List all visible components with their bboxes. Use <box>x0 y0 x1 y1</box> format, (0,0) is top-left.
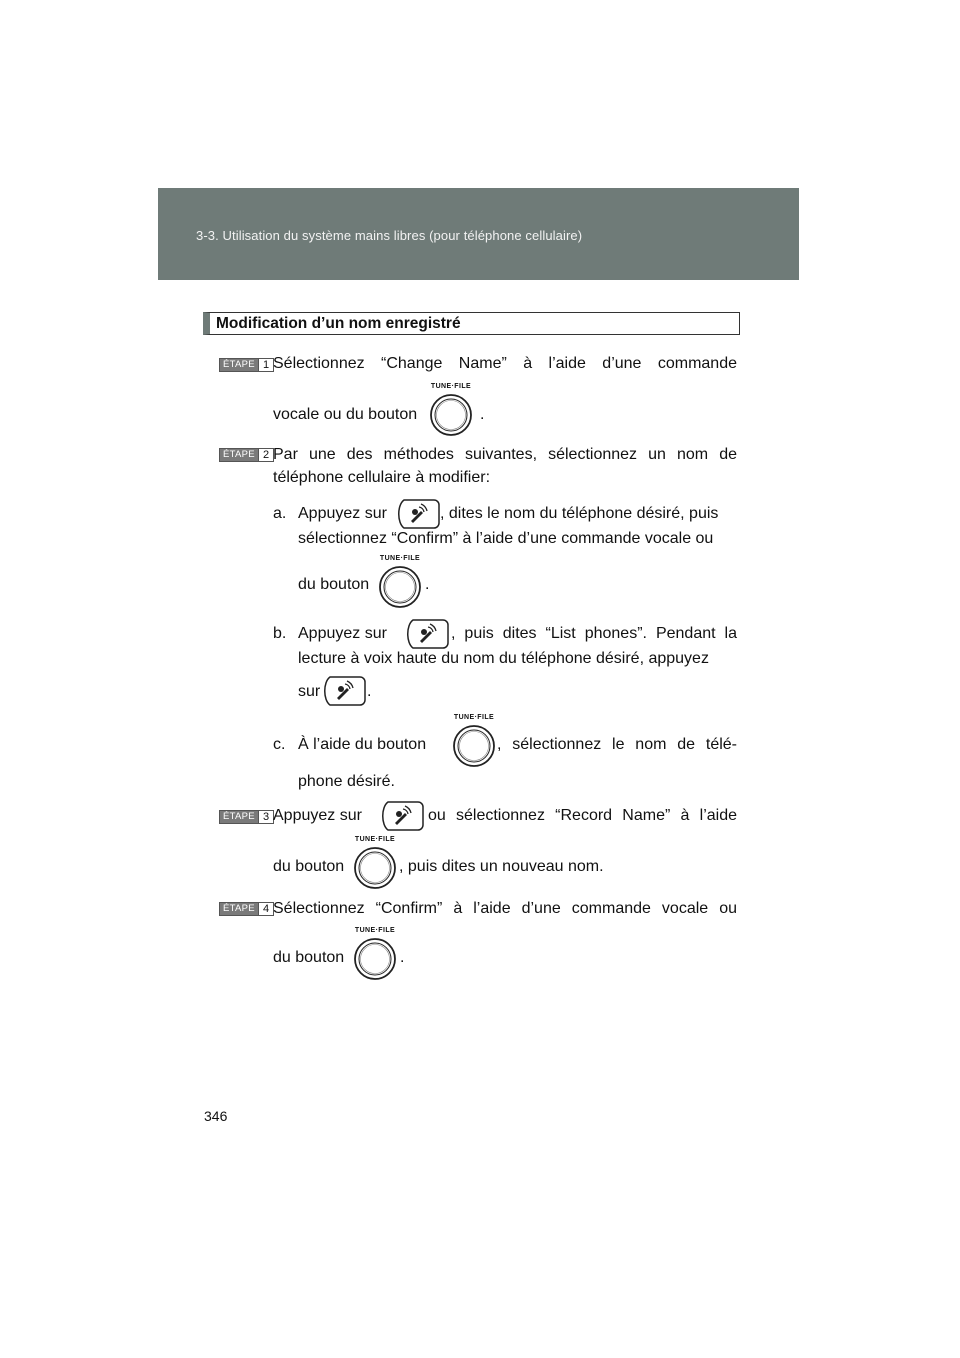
step-badge-number: 3 <box>258 811 273 823</box>
step-badge-number: 4 <box>258 903 273 915</box>
step-2-line-1: Par une des méthodes suivantes, sélectionnez un nom de <box>273 446 737 463</box>
option-a-text-after: , dites le nom du téléphone désiré, puis <box>440 505 719 522</box>
option-a-line-3-after: . <box>425 576 430 593</box>
option-b-line-3-before: sur <box>298 683 321 700</box>
knob-label: TUNE·FILE <box>453 714 495 721</box>
step-badge-number: 1 <box>258 359 273 371</box>
option-b-prefix: b. <box>273 625 287 642</box>
knob-label: TUNE·FILE <box>354 836 396 843</box>
option-b-line-2: lecture à voix haute du nom du téléphone désiré, appuyez <box>298 650 709 667</box>
breadcrumb: 3-3. Utilisation du système mains libres (pour téléphone cellulaire) <box>196 228 583 243</box>
step-1-text-before: vocale ou du bouton <box>273 406 418 423</box>
step-1-line-1: Sélectionnez “Change Name” à l’aide d’une commande <box>273 355 737 372</box>
page-number: 346 <box>204 1108 228 1124</box>
chapter-header <box>158 188 799 280</box>
option-a-text-before: Appuyez sur <box>298 505 387 522</box>
talk-switch-icon <box>403 619 449 649</box>
tune-file-knob-icon <box>452 714 496 772</box>
tune-file-knob-icon <box>353 836 397 894</box>
option-c-text-before: À l’aide du bouton <box>298 736 427 753</box>
section-title: Modification d’un nom enregistré <box>203 312 740 335</box>
step-1-line-2 <box>273 403 417 427</box>
talk-switch-icon <box>378 801 424 831</box>
step-badge-label: ÉTAPE <box>220 811 258 823</box>
option-a-line-2: sélectionnez “Confirm” à l’aide d’une commande vocale ou <box>298 530 714 547</box>
knob-label: TUNE·FILE <box>354 927 396 934</box>
tune-file-knob-icon <box>353 927 397 985</box>
option-a-line-3-before: du bouton <box>298 576 370 593</box>
step-4-line-1: Sélectionnez “Confirm” à l’aide d’une commande vocale ou <box>273 900 737 917</box>
tune-file-knob-icon <box>429 383 473 441</box>
option-c-prefix: c. <box>273 736 286 753</box>
knob-label: TUNE·FILE <box>379 555 421 562</box>
knob-label: TUNE·FILE <box>430 383 472 390</box>
option-b-line-3-after: . <box>367 683 372 700</box>
step-2-line-2: téléphone cellulaire à modifier: <box>273 469 491 486</box>
step-badge-number: 2 <box>258 449 273 461</box>
step-badge-1 <box>219 358 274 372</box>
talk-switch-icon <box>394 499 440 529</box>
step-badge-2 <box>219 448 274 462</box>
step-3-line-2-after: , puis dites un nouveau nom. <box>399 858 604 875</box>
step-3-text-after: ou sélectionnez “Record Name” à l’aide <box>428 807 737 824</box>
step-badge-4 <box>219 902 274 916</box>
option-b-text-before: Appuyez sur <box>298 625 387 642</box>
option-b-text-after: , puis dites “List phones”. Pendant la <box>451 625 737 642</box>
tune-file-knob-icon <box>378 555 422 613</box>
step-badge-label: ÉTAPE <box>220 903 258 915</box>
option-a-prefix: a. <box>273 505 287 522</box>
talk-switch-icon <box>320 676 366 706</box>
step-4-line-2-after: . <box>400 949 405 966</box>
step-badge-label: ÉTAPE <box>220 359 258 371</box>
step-1-text-after: . <box>480 406 485 423</box>
option-c-text-after: , sélectionnez le nom de télé- <box>497 736 737 753</box>
step-3-text-before: Appuyez sur <box>273 807 362 824</box>
step-badge-label: ÉTAPE <box>220 449 258 461</box>
step-4-line-2-before: du bouton <box>273 949 345 966</box>
step-3-line-2-before: du bouton <box>273 858 345 875</box>
option-c-line-2: phone désiré. <box>298 773 395 790</box>
step-badge-3 <box>219 810 274 824</box>
